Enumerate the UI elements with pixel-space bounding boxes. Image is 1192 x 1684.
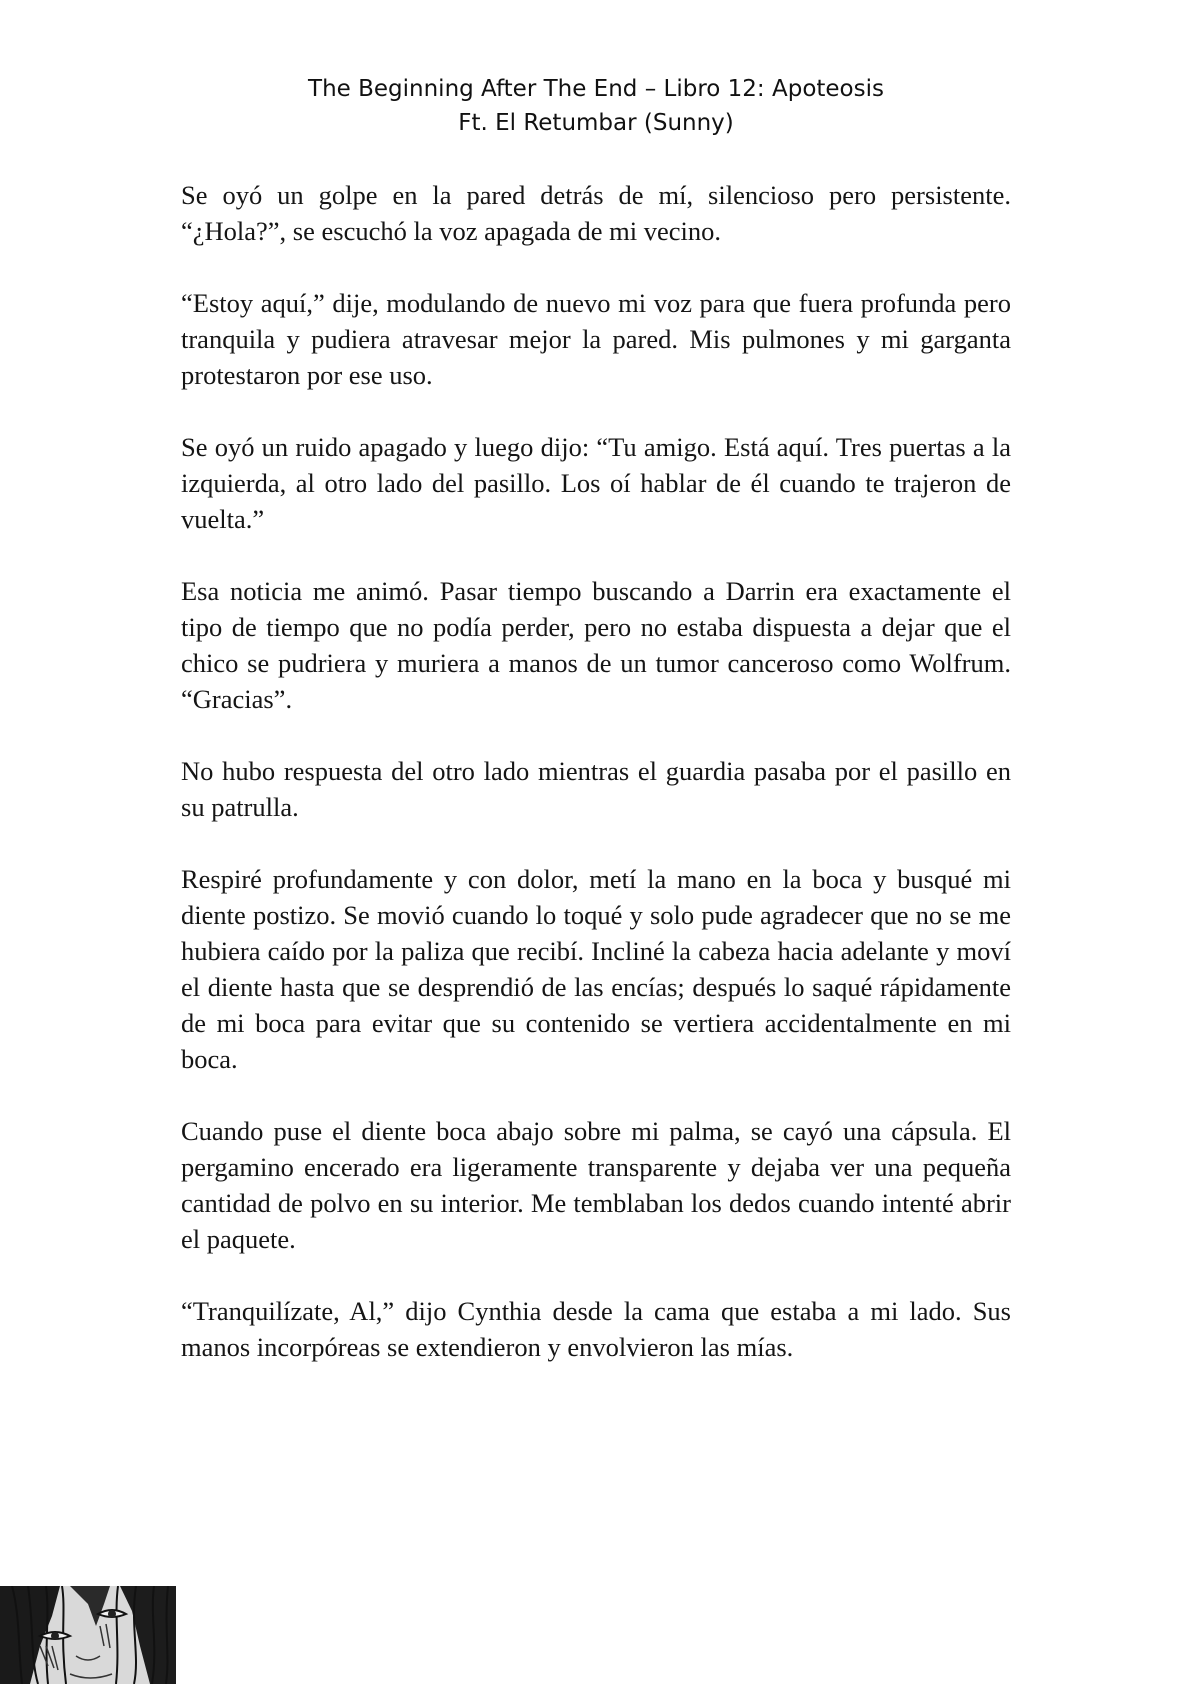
body-text xyxy=(181,177,1011,1401)
paragraph: Se oyó un ruido apagado y luego dijo: “Tu amigo. Está aquí. Tres puertas a la izquierda, al otro lado del pasillo. Los oí hablar de él cuando te trajeron de vuelta.” xyxy=(181,432,1011,534)
manga-portrait-icon xyxy=(0,1586,176,1684)
paragraph: Respiré profundamente y con dolor, metí la mano en la boca y busqué mi diente postizo. Se movió cuando lo toqué y solo pude agradecer que no se me hubiera caído por la paliza que recibí. Incliné la cabeza hacia adelante y moví el diente hasta que se desprendió de las encías; después lo saqué rápidamente de mi boca para evitar que su contenido se vertiera accidentalmente en mi boca. xyxy=(181,864,1011,1074)
page-header xyxy=(0,72,1192,140)
paragraph: No hubo respuesta del otro lado mientras el guardia pasaba por el pasillo en su patrulla. xyxy=(181,756,1011,822)
paragraph: Esa noticia me animó. Pasar tiempo buscando a Darrin era exactamente el tipo de tiempo que no podía perder, pero no estaba dispuesta a dejar que el chico se pudriera y muriera a manos de un tumor canceroso como Wolfrum. “Gracias”. xyxy=(181,576,1011,714)
paragraph: Cuando puse el diente boca abajo sobre mi palma, se cayó una cápsula. El pergamino encerado era ligeramente transparente y dejaba ver una pequeña cantidad de polvo en su interior. Me temblaban los dedos cuando intenté abrir el paquete. xyxy=(181,1116,1011,1254)
document-title: The Beginning After The End – Libro 12: Apoteosis xyxy=(308,76,884,102)
paragraph: “Estoy aquí,” dije, modulando de nuevo mi voz para que fuera profunda pero tranquila y pudiera atravesar mejor la pared. Mis pulmones y mi garganta protestaron por ese uso. xyxy=(181,288,1011,390)
document-subtitle: Ft. El Retumbar (Sunny) xyxy=(458,110,734,136)
paragraph: “Tranquilízate, Al,” dijo Cynthia desde la cama que estaba a mi lado. Sus manos incorpóreas se extendieron y envolvieron las mías. xyxy=(181,1296,1011,1362)
paragraph: Se oyó un golpe en la pared detrás de mí, silencioso pero persistente. “¿Hola?”, se escuchó la voz apagada de mi vecino. xyxy=(181,180,1011,246)
